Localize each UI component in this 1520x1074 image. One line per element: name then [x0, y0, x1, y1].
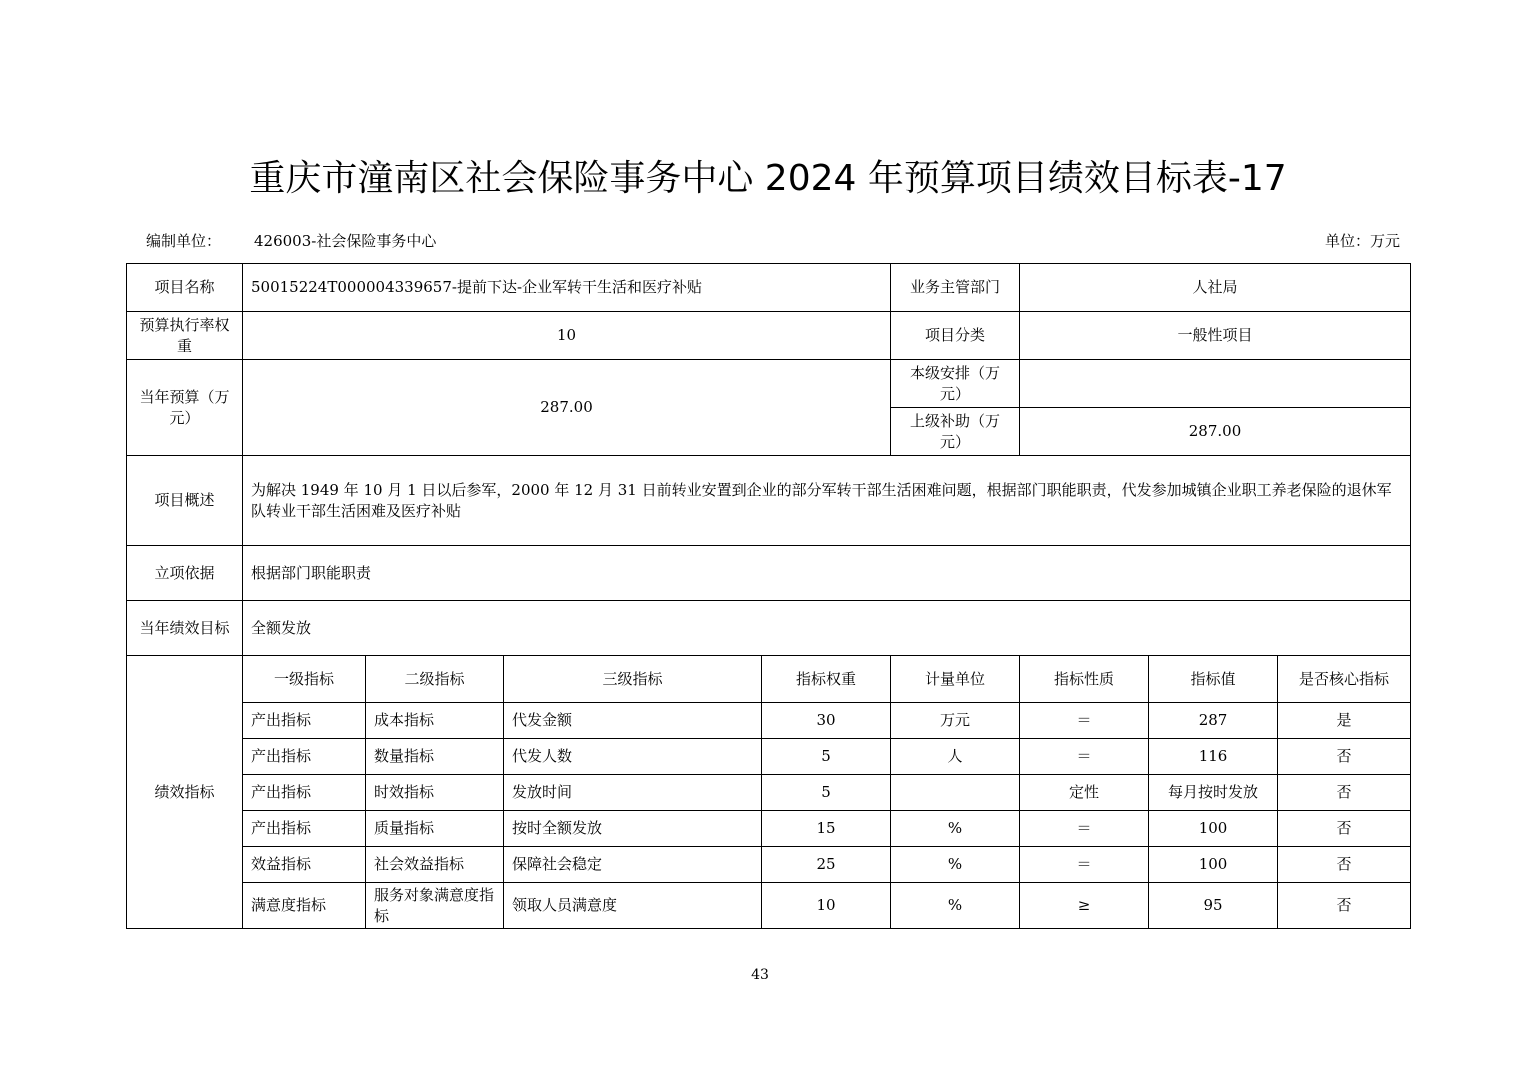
goal-text: 全额发放	[243, 601, 1411, 656]
dept-value: 人社局	[1020, 264, 1411, 312]
exec-weight-value: 10	[243, 312, 891, 360]
kpi-value: 每月按时发放	[1149, 775, 1278, 811]
kpi-level1: 产出指标	[243, 775, 366, 811]
kpi-value: 95	[1149, 883, 1278, 929]
kpi-level3: 发放时间	[504, 775, 762, 811]
kpi-level1: 产出指标	[243, 703, 366, 739]
kpi-level3: 领取人员满意度	[504, 883, 762, 929]
page-number: 43	[751, 967, 769, 983]
kpi-weight: 15	[762, 811, 891, 847]
category-value: 一般性项目	[1020, 312, 1411, 360]
kpi-row	[127, 739, 1411, 775]
basis-text: 根据部门职能职责	[243, 546, 1411, 601]
budget-value: 287.00	[243, 360, 891, 456]
kpi-header-core: 是否核心指标	[1278, 656, 1411, 703]
kpi-level3: 代发金额	[504, 703, 762, 739]
kpi-core: 否	[1278, 739, 1411, 775]
performance-table	[126, 263, 1411, 929]
kpi-core: 是	[1278, 703, 1411, 739]
kpi-level3: 按时全额发放	[504, 811, 762, 847]
kpi-level2: 成本指标	[366, 703, 504, 739]
kpi-core: 否	[1278, 811, 1411, 847]
superior-value: 287.00	[1020, 408, 1411, 456]
kpi-level2: 服务对象满意度指标	[366, 883, 504, 929]
org-label: 编制单位：	[146, 232, 222, 250]
kpi-nature: ＝	[1020, 703, 1149, 739]
unit-label: 单位：万元	[1324, 232, 1400, 250]
kpi-row	[127, 883, 1411, 929]
kpi-unit: %	[891, 847, 1020, 883]
kpi-weight: 5	[762, 775, 891, 811]
basis-label: 立项依据	[127, 546, 243, 601]
kpi-header-nature: 指标性质	[1020, 656, 1149, 703]
kpi-level1: 产出指标	[243, 739, 366, 775]
kpi-header-value: 指标值	[1149, 656, 1278, 703]
kpi-row	[127, 703, 1411, 739]
kpi-level1: 产出指标	[243, 811, 366, 847]
kpi-unit: 万元	[891, 703, 1020, 739]
overview-label: 项目概述	[127, 456, 243, 546]
superior-label: 上级补助（万元）	[891, 408, 1020, 456]
kpi-label: 绩效指标	[127, 656, 243, 929]
exec-weight-label: 预算执行率权重	[127, 312, 243, 360]
project-name-label: 项目名称	[127, 264, 243, 312]
kpi-row	[127, 775, 1411, 811]
kpi-level2: 数量指标	[366, 739, 504, 775]
kpi-nature: 定性	[1020, 775, 1149, 811]
page-title: 重庆市潼南区社会保险事务中心 2024 年预算项目绩效目标表-17	[249, 158, 1287, 199]
kpi-level2: 社会效益指标	[366, 847, 504, 883]
kpi-row	[127, 811, 1411, 847]
project-name: 50015224T000004339657-提前下达-企业军转干生活和医疗补贴	[243, 264, 891, 312]
kpi-core: 否	[1278, 883, 1411, 929]
kpi-unit: 人	[891, 739, 1020, 775]
kpi-weight: 25	[762, 847, 891, 883]
kpi-core: 否	[1278, 847, 1411, 883]
local-label: 本级安排（万元）	[891, 360, 1020, 408]
kpi-weight: 10	[762, 883, 891, 929]
overview-text: 为解决 1949 年 10 月 1 日以后参军，2000 年 12 月 31 日前转业安置到企业的部分军转干部生活困难问题，根据部门职能职责，代发参加城镇企业职工养老保险的退休军队转业干部生活困难及医疗补贴	[243, 456, 1411, 546]
kpi-row	[127, 847, 1411, 883]
kpi-level3: 保障社会稳定	[504, 847, 762, 883]
kpi-level2: 质量指标	[366, 811, 504, 847]
kpi-weight: 30	[762, 703, 891, 739]
kpi-unit	[891, 775, 1020, 811]
kpi-header-level3: 三级指标	[504, 656, 762, 703]
category-label: 项目分类	[891, 312, 1020, 360]
kpi-core: 否	[1278, 775, 1411, 811]
kpi-unit: %	[891, 811, 1020, 847]
kpi-header-weight: 指标权重	[762, 656, 891, 703]
local-value	[1020, 360, 1411, 408]
kpi-level1: 满意度指标	[243, 883, 366, 929]
goal-label: 当年绩效目标	[127, 601, 243, 656]
kpi-value: 100	[1149, 811, 1278, 847]
kpi-value: 100	[1149, 847, 1278, 883]
kpi-header-level1: 一级指标	[243, 656, 366, 703]
kpi-value: 116	[1149, 739, 1278, 775]
kpi-level1: 效益指标	[243, 847, 366, 883]
kpi-unit: %	[891, 883, 1020, 929]
kpi-nature: ＝	[1020, 847, 1149, 883]
kpi-header-level2: 二级指标	[366, 656, 504, 703]
kpi-level3: 代发人数	[504, 739, 762, 775]
kpi-level2: 时效指标	[366, 775, 504, 811]
dept-label: 业务主管部门	[891, 264, 1020, 312]
org-value: 426003-社会保险事务中心	[254, 232, 437, 250]
kpi-nature: ＝	[1020, 811, 1149, 847]
kpi-nature: ≥	[1020, 883, 1149, 929]
budget-label: 当年预算（万元）	[127, 360, 243, 456]
kpi-header-unit: 计量单位	[891, 656, 1020, 703]
kpi-value: 287	[1149, 703, 1278, 739]
kpi-nature: ＝	[1020, 739, 1149, 775]
kpi-weight: 5	[762, 739, 891, 775]
